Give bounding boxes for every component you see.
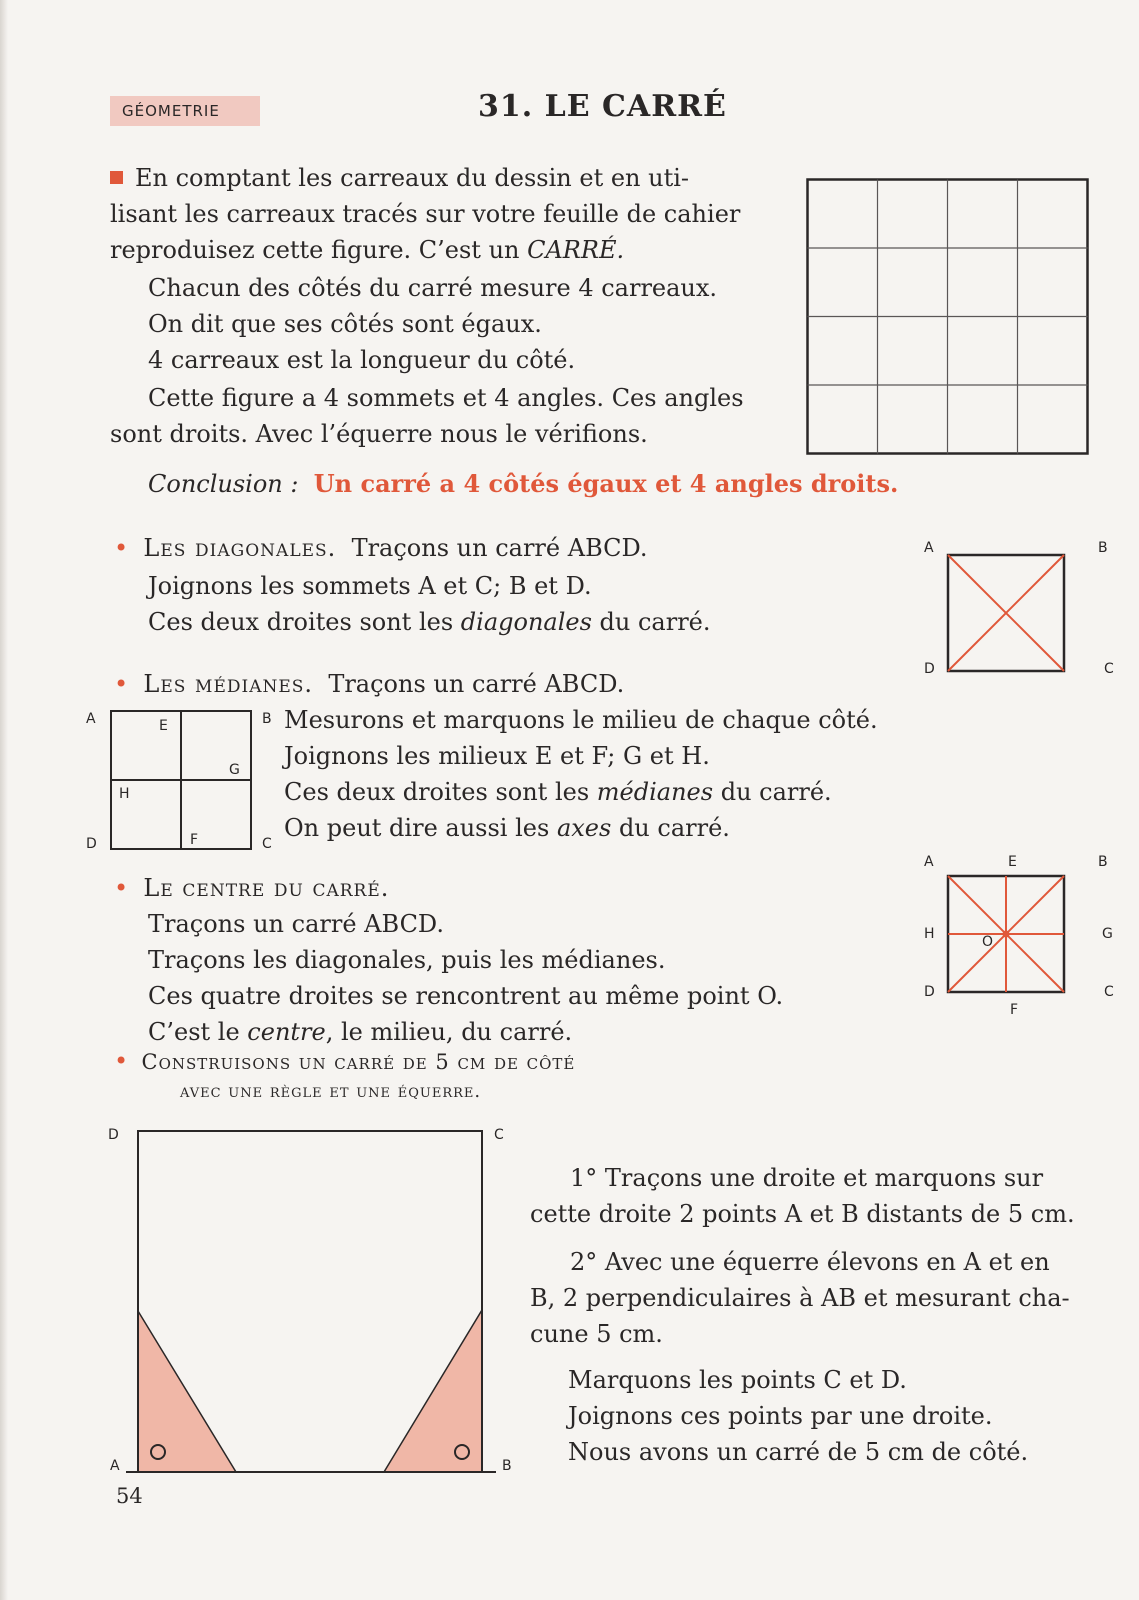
- dot-bullet-icon: •: [114, 670, 129, 698]
- diagonals-heading: Les diagonales.: [143, 534, 337, 562]
- medians-line-2: Mesurons et marquons le milieu de chaque côté.: [284, 706, 878, 734]
- step-2-line-3: cune 5 cm.: [530, 1320, 663, 1348]
- label-a: A: [110, 1458, 120, 1474]
- label-b: B: [262, 711, 272, 727]
- medians-figure: [86, 706, 286, 858]
- label-f: F: [1010, 1002, 1019, 1018]
- label-c: C: [1104, 661, 1114, 677]
- step-3: Marquons les points C et D.: [568, 1366, 907, 1394]
- label-b: B: [1098, 540, 1108, 556]
- label-g: G: [1102, 926, 1113, 942]
- label-d: D: [924, 984, 935, 1000]
- label-c: C: [494, 1127, 504, 1143]
- page-number: 54: [116, 1484, 143, 1508]
- dot-bullet-icon: •: [114, 874, 129, 902]
- medians-heading-line: • Les médianes. Traçons un carré ABCD.: [114, 670, 625, 698]
- diagonals-line-2: Joignons les sommets A et C; B et D.: [148, 572, 592, 600]
- conclusion-text: Un carré a 4 côtés égaux et 4 angles droits.: [313, 469, 899, 498]
- label-c: C: [262, 836, 272, 852]
- intro-line-2: lisant les carreaux tracés sur votre feuille de cahier: [110, 200, 741, 228]
- square-bullet-icon: [110, 171, 123, 184]
- label-b: B: [1098, 854, 1108, 870]
- center-heading-line: [114, 870, 389, 906]
- label-h: H: [119, 786, 130, 802]
- section-tag: GÉOMETRIE: [110, 96, 260, 126]
- intro-line-3: reproduisez cette figure. C’est un CARRÉ.: [110, 236, 625, 264]
- label-d: D: [108, 1127, 119, 1143]
- center-figure: [920, 846, 1120, 1026]
- step-5: Nous avons un carré de 5 cm de côté.: [568, 1438, 1029, 1466]
- intro-line-5: On dit que ses côtés sont égaux.: [148, 310, 542, 338]
- conclusion: [148, 466, 898, 502]
- conclusion-label: Conclusion :: [148, 470, 299, 498]
- grid-square-figure: [806, 178, 1089, 455]
- medians-line-4: Ces deux droites sont les médianes du carré.: [284, 778, 832, 806]
- intro-line-7: Cette figure a 4 sommets et 4 angles. Ces angles: [148, 384, 744, 412]
- carre-term: CARRÉ.: [527, 236, 625, 264]
- label-a: A: [86, 711, 96, 727]
- center-line-2: Traçons les diagonales, puis les médianes.: [148, 946, 666, 974]
- medians-line-3: Joignons les milieux E et F; G et H.: [284, 742, 710, 770]
- diagonals-figure: [920, 535, 1120, 685]
- step-2-line-2: B, 2 perpendiculaires à AB et mesurant cha-: [530, 1284, 1070, 1312]
- label-b: B: [502, 1458, 512, 1474]
- diagonals-line-3: Ces deux droites sont les diagonales du carré.: [148, 608, 711, 636]
- dot-bullet-icon: •: [114, 534, 129, 562]
- medians-line-5: On peut dire aussi les axes du carré.: [284, 814, 730, 842]
- construction-figure: [106, 1124, 510, 1484]
- label-g: G: [229, 762, 240, 778]
- label-a: A: [924, 854, 934, 870]
- step-2-line-1: 2° Avec une équerre élevons en A et en: [570, 1248, 1050, 1276]
- dot-bullet-icon: •: [114, 1047, 129, 1075]
- intro-line-6: 4 carreaux est la longueur du côté.: [148, 346, 576, 374]
- step-4: Joignons ces points par une droite.: [568, 1402, 993, 1430]
- construction-heading-line-2: avec une règle et une équerre.: [180, 1081, 482, 1102]
- intro-line-1: En comptant les carreaux du dessin et en uti-: [110, 160, 689, 196]
- diagonals-heading-line: • Les diagonales. Traçons un carré ABCD.: [114, 534, 648, 562]
- center-heading: Le centre du carré.: [143, 874, 390, 902]
- label-a: A: [924, 540, 934, 556]
- construction-heading-line-1: • Construisons un carré de 5 cm de côté: [114, 1047, 576, 1075]
- label-f: F: [190, 832, 199, 848]
- label-c: C: [1104, 984, 1114, 1000]
- page-title: 31. LE CARRÉ: [478, 89, 727, 124]
- label-h: H: [924, 926, 935, 942]
- center-line-4: C’est le centre, le milieu, du carré.: [148, 1018, 573, 1046]
- label-d: D: [924, 661, 935, 677]
- label-o: O: [982, 934, 994, 950]
- center-line-3: Ces quatre droites se rencontrent au même point O.: [148, 982, 784, 1010]
- center-line-1: Traçons un carré ABCD.: [148, 910, 444, 938]
- intro-line-8: sont droits. Avec l’équerre nous le vérifions.: [110, 420, 648, 448]
- medians-heading: Les médianes.: [143, 670, 314, 698]
- label-d: D: [86, 836, 97, 852]
- page-edge: [0, 0, 8, 1600]
- step-1-line-2: cette droite 2 points A et B distants de 5 cm.: [530, 1200, 1075, 1228]
- label-e: E: [1008, 854, 1017, 870]
- label-e: E: [159, 718, 168, 734]
- step-1-line-1: 1° Traçons une droite et marquons sur: [570, 1164, 1044, 1192]
- intro-line-4: Chacun des côtés du carré mesure 4 carreaux.: [148, 274, 718, 302]
